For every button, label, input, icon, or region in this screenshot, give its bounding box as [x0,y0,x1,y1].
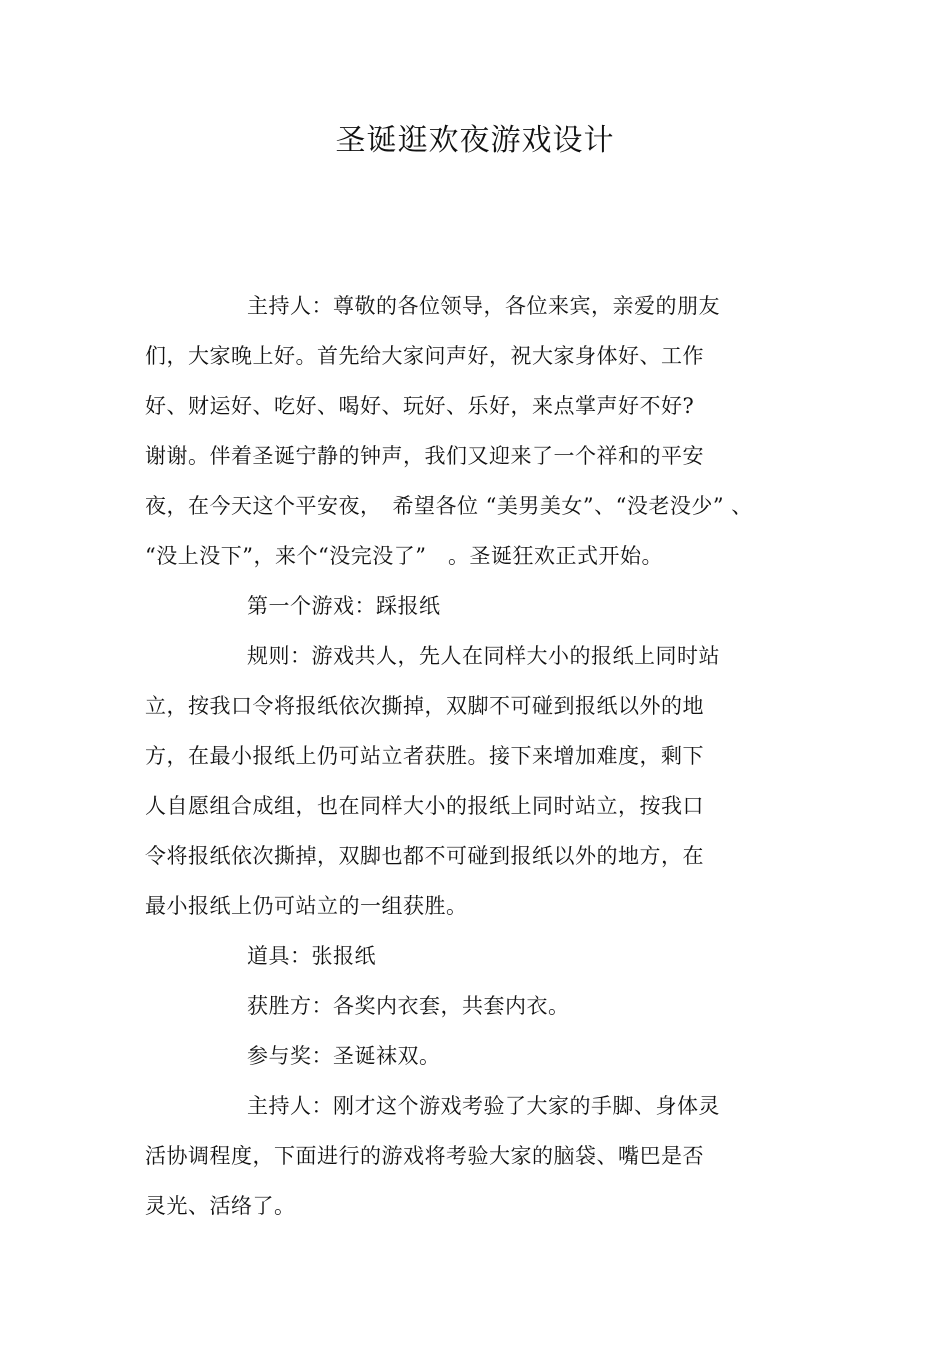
paragraph-line: 灵光、活络了。 [145,1194,296,1218]
game-heading: 第一个游戏：踩报纸 [247,594,441,618]
paragraph-line: 立，按我口令将报纸依次撕掉，双脚不可碰到报纸以外的地 [145,694,704,718]
paragraph-line: 谢谢。伴着圣诞宁静的钟声，我们又迎来了一个祥和的平安 [145,444,704,468]
paragraph-line: 主持人：刚才这个游戏考验了大家的手脚、身体灵 [247,1094,720,1118]
paragraph-line: 人自愿组合成组，也在同样大小的报纸上同时站立，按我口 [145,794,704,818]
paragraph-line: 令将报纸依次撕掉，双脚也都不可碰到报纸以外的地方，在 [145,844,704,868]
paragraph-line: 方，在最小报纸上仍可站立者获胜。接下来增加难度，剩下 [145,744,704,768]
paragraph-line: 活协调程度，下面进行的游戏将考验大家的脑袋、嘴巴是否 [145,1144,704,1168]
paragraph-line: 好、财运好、吃好、喝好、玩好、乐好，来点掌声好不好? [145,394,695,418]
paragraph-line: 主持人：尊敬的各位领导，各位来宾，亲爱的朋友 [247,294,720,318]
winner-prize-line: 获胜方：各奖内衣套，共套内衣。 [247,994,570,1018]
props-line: 道具：张报纸 [247,944,376,968]
paragraph-line: 规则：游戏共人，先人在同样大小的报纸上同时站 [247,644,720,668]
paragraph-line: 最小报纸上仍可站立的一组获胜。 [145,894,468,918]
document-title: 圣诞逛欢夜游戏设计 [335,123,615,158]
participation-prize-line: 参与奖：圣诞袜双。 [247,1044,441,1068]
paragraph-line: “没上没下”，来个“没完没了” 。圣诞狂欢正式开始。 [145,544,663,568]
paragraph-line: 夜，在今天这个平安夜， 希望各位 “美男美女”、“没老没少” 、 [145,494,753,518]
paragraph-line: 们，大家晚上好。首先给大家问声好，祝大家身体好、工作 [145,344,704,368]
